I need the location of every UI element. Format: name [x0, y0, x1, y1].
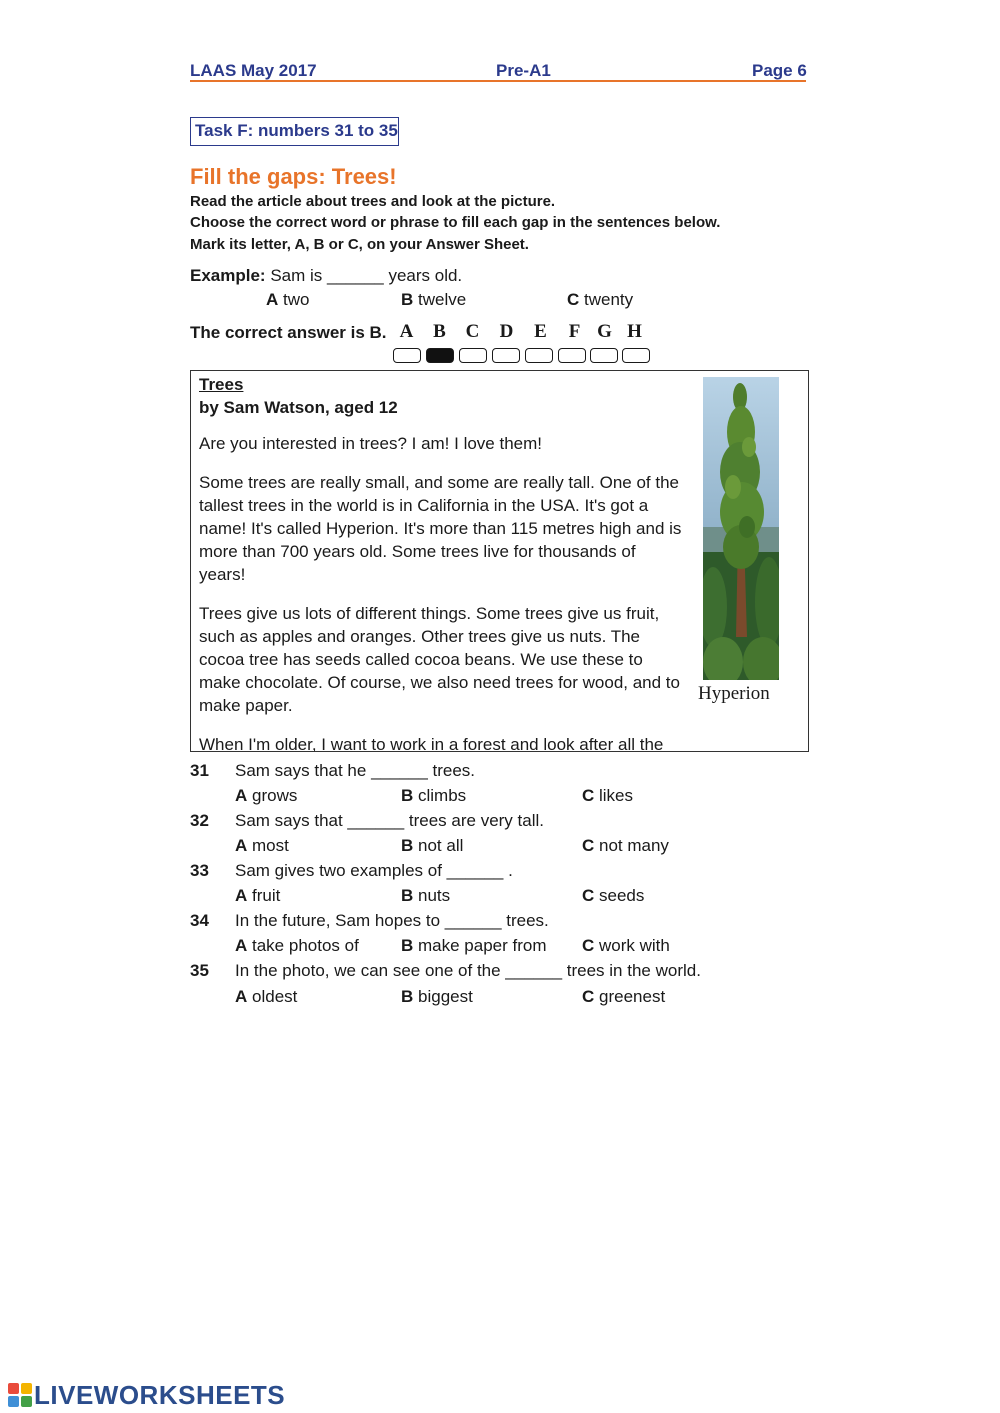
question-text: Sam gives two examples of ______ . — [235, 861, 513, 880]
example-option-a — [266, 290, 309, 310]
grid-letter: H — [627, 321, 642, 342]
instruction-line: Choose the correct word or phrase to fill each gap in the sentences below. — [190, 214, 721, 231]
answer-bubble[interactable] — [492, 348, 520, 363]
option-text: greenest — [594, 987, 666, 1006]
option-text: twenty — [579, 290, 634, 309]
option-text: oldest — [247, 987, 298, 1006]
page-title: Fill the gaps: Trees! — [190, 164, 397, 189]
option-letter: A — [235, 786, 248, 805]
grid-letter: C — [465, 321, 480, 342]
question-text: In the photo, we can see one of the ______ trees in the world. — [235, 961, 701, 980]
question-number: 35 — [190, 961, 209, 980]
question-option-a — [235, 786, 297, 806]
example-option-c — [567, 290, 633, 310]
instruction-line: Read the article about trees and look at the picture. — [190, 193, 556, 210]
article-box — [190, 370, 809, 752]
option-text: nuts — [413, 886, 451, 905]
question-option-c — [582, 886, 644, 906]
option-letter: A — [235, 836, 248, 855]
question-option-b — [401, 987, 473, 1007]
option-letter: B — [401, 886, 414, 905]
option-text: biggest — [413, 987, 473, 1006]
option-letter: A — [235, 886, 248, 905]
grid-letter: F — [568, 321, 581, 342]
option-text: grows — [247, 786, 298, 805]
question-option-a — [235, 936, 359, 956]
question-number: 31 — [190, 761, 209, 780]
option-letter: B — [401, 290, 414, 309]
question-text: In the future, Sam hopes to ______ trees. — [235, 911, 549, 930]
option-letter: C — [582, 886, 595, 905]
option-text: fruit — [247, 886, 281, 905]
option-text: twelve — [413, 290, 467, 309]
example-label: Example: — [190, 266, 266, 285]
option-letter: A — [235, 987, 248, 1006]
question-option-a — [235, 836, 289, 856]
question-text: Sam says that ______ trees are very tall. — [235, 811, 544, 830]
header-page-number: Page 6 — [752, 61, 807, 80]
question-text: Sam says that he ______ trees. — [235, 761, 476, 780]
option-text: likes — [594, 786, 634, 805]
question-option-c — [582, 936, 670, 956]
grid-letter: D — [499, 321, 514, 342]
question-option-b — [401, 786, 466, 806]
option-text: work with — [594, 936, 670, 955]
option-letter: B — [401, 936, 414, 955]
task-label: Task F: numbers 31 to 35 — [190, 117, 399, 146]
article-paragraph: Some trees are really small, and some are really tall. One of the tallest trees in the world is in California in the USA. It's got a name! It's called Hyperion. It's more than 115 metres high and is more than 700 years old. Some trees live for thousands of years! — [199, 473, 682, 584]
option-letter: A — [235, 936, 248, 955]
article-paragraph: Trees give us lots of different things. Some trees give us fruit, such as apples and oranges. Other trees give us nuts. The cocoa tree has seeds called cocoa beans. We use these to make chocolate. Of course, we also need trees for wood, and to make paper. — [199, 604, 680, 715]
article-paragraph: Are you interested in trees? I am! I love them! — [199, 434, 542, 453]
question-option-a — [235, 886, 280, 906]
article-paragraph: When I'm older, I want to work in a forest and look after all the — [199, 735, 664, 752]
option-letter: C — [582, 786, 595, 805]
hyperion-tree-photo — [703, 377, 779, 680]
question-number: 34 — [190, 911, 209, 930]
question-option-b — [401, 836, 463, 856]
option-text: not many — [594, 836, 669, 855]
question-option-b — [401, 936, 547, 956]
header-left: LAAS May 2017 — [190, 61, 317, 80]
question-option-a — [235, 987, 297, 1007]
liveworksheets-logo[interactable] — [8, 1380, 285, 1410]
answer-bubble[interactable] — [558, 348, 586, 363]
option-letter: C — [582, 936, 595, 955]
option-text: two — [278, 290, 310, 309]
answer-bubble-selected[interactable] — [426, 348, 454, 363]
question-number: 33 — [190, 861, 209, 880]
option-letter: B — [401, 987, 414, 1006]
option-letter: B — [401, 836, 414, 855]
grid-letter: A — [399, 321, 414, 342]
photo-caption: Hyperion — [698, 683, 770, 704]
answer-bubble[interactable] — [622, 348, 650, 363]
grid-letter: E — [534, 321, 547, 342]
grid-letter: B — [433, 321, 446, 342]
question-option-c — [582, 786, 633, 806]
example-option-b — [401, 290, 466, 310]
answer-bubble[interactable] — [525, 348, 553, 363]
answer-bubble[interactable] — [459, 348, 487, 363]
question-option-c — [582, 836, 669, 856]
option-letter: A — [266, 290, 279, 309]
article-byline: by Sam Watson, aged 12 — [199, 398, 398, 417]
option-text: climbs — [413, 786, 467, 805]
header-center: Pre-A1 — [496, 61, 551, 80]
option-text: not all — [413, 836, 464, 855]
liveworksheets-logo-icon — [8, 1383, 32, 1407]
question-option-c — [582, 987, 665, 1007]
grid-letter: G — [597, 321, 612, 342]
example-sentence — [190, 266, 462, 286]
answer-bubble[interactable] — [590, 348, 618, 363]
option-text: take photos of — [247, 936, 359, 955]
option-letter: C — [567, 290, 580, 309]
answer-bubble[interactable] — [393, 348, 421, 363]
question-option-b — [401, 886, 450, 906]
article-title: Trees — [199, 375, 244, 394]
correct-answer-text: The correct answer is B. — [190, 323, 387, 342]
article-text — [199, 373, 685, 752]
question-number: 32 — [190, 811, 209, 830]
header-rule — [190, 80, 806, 82]
option-text: seeds — [594, 886, 645, 905]
option-letter: C — [582, 987, 595, 1006]
option-text: most — [247, 836, 289, 855]
liveworksheets-logo-text: LIVEWORKSHEETS — [34, 1379, 286, 1410]
instruction-line: Mark its letter, A, B or C, on your Answer Sheet. — [190, 236, 529, 253]
example-text: Sam is ______ years old. — [265, 266, 463, 285]
option-letter: C — [582, 836, 595, 855]
option-letter: B — [401, 786, 414, 805]
option-text: make paper from — [413, 936, 547, 955]
